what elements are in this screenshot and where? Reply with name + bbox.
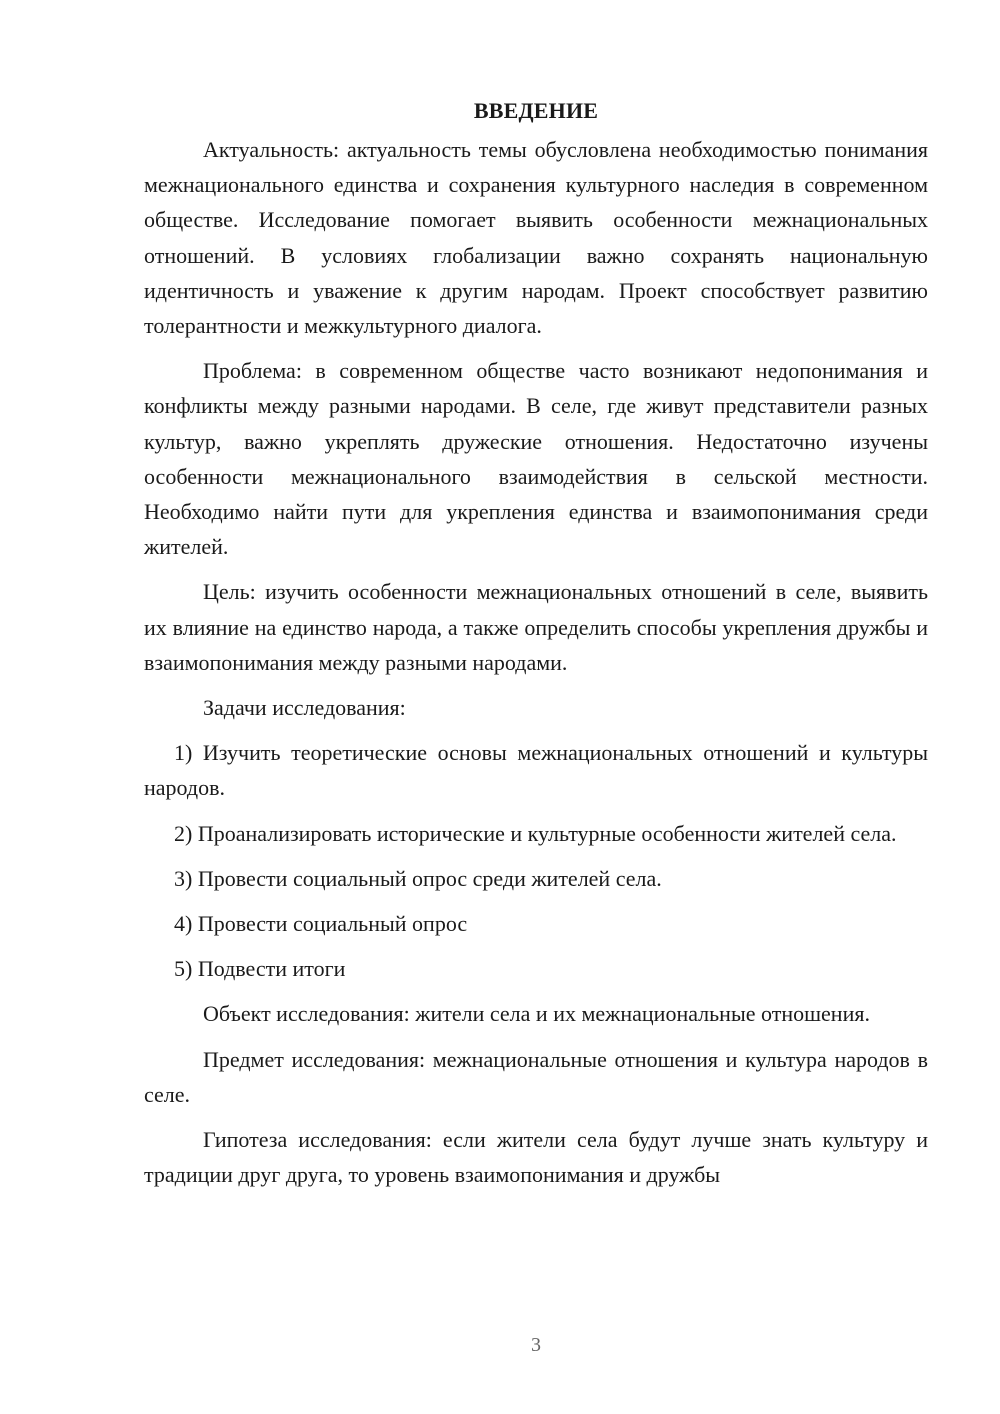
- paragraph-relevance: Актуальность: актуальность темы обусловлена необходимостью понимания межнационального единства и сохранения культурного наследия в современном обществе. Исследование помогает выявить особенности межнациональных отношений. В условиях глобализации важно сохранять национальную идентичность и уважение к другим народам. Проект способствует развитию толерантности и межкультурного диалога.: [144, 137, 928, 339]
- task-item: 2) Проанализировать исторические и культурные особенности жителей села.: [174, 820, 897, 846]
- paragraph-object: Объект исследования: жители села и их межнациональные отношения.: [203, 1001, 870, 1027]
- paragraph-tasks-heading: Задачи исследования:: [203, 695, 406, 721]
- task-item: 1) Изучить теоретические основы межнациональных отношений и культуры народов.: [144, 740, 928, 801]
- paragraph-subject: Предмет исследования: межнациональные отношения и культура народов в селе.: [144, 1046, 928, 1107]
- page-content: [144, 96, 928, 1202]
- task-item: 5) Подвести итоги: [174, 956, 346, 982]
- paragraph-hypothesis: Гипотеза исследования: если жители села будут лучше знать культуру и традиции друг друга, то уровень взаимопонимания и дружбы: [144, 1127, 928, 1188]
- page-number: 3: [531, 1334, 541, 1356]
- paragraph-goal: Цель: изучить особенности межнациональных отношений в селе, выявить их влияние на единство народа, а также определить способы укрепления дружбы и взаимопонимания между разными народами.: [144, 579, 928, 675]
- paragraph-problem: Проблема: в современном обществе часто возникают недопонимания и конфликты между разными народами. В селе, где живут представители разных культур, важно укреплять дружеские отношения. Недостаточно изучены особенности межнационального взаимодействия в сельской местности. Необходимо найти пути для укрепления единства и взаимопонимания среди жителей.: [144, 358, 928, 560]
- section-title: ВВЕДЕНИЕ: [473, 98, 599, 123]
- task-item: 4) Провести социальный опрос: [174, 911, 468, 937]
- task-item: 3) Провести социальный опрос среди жителей села.: [174, 865, 662, 891]
